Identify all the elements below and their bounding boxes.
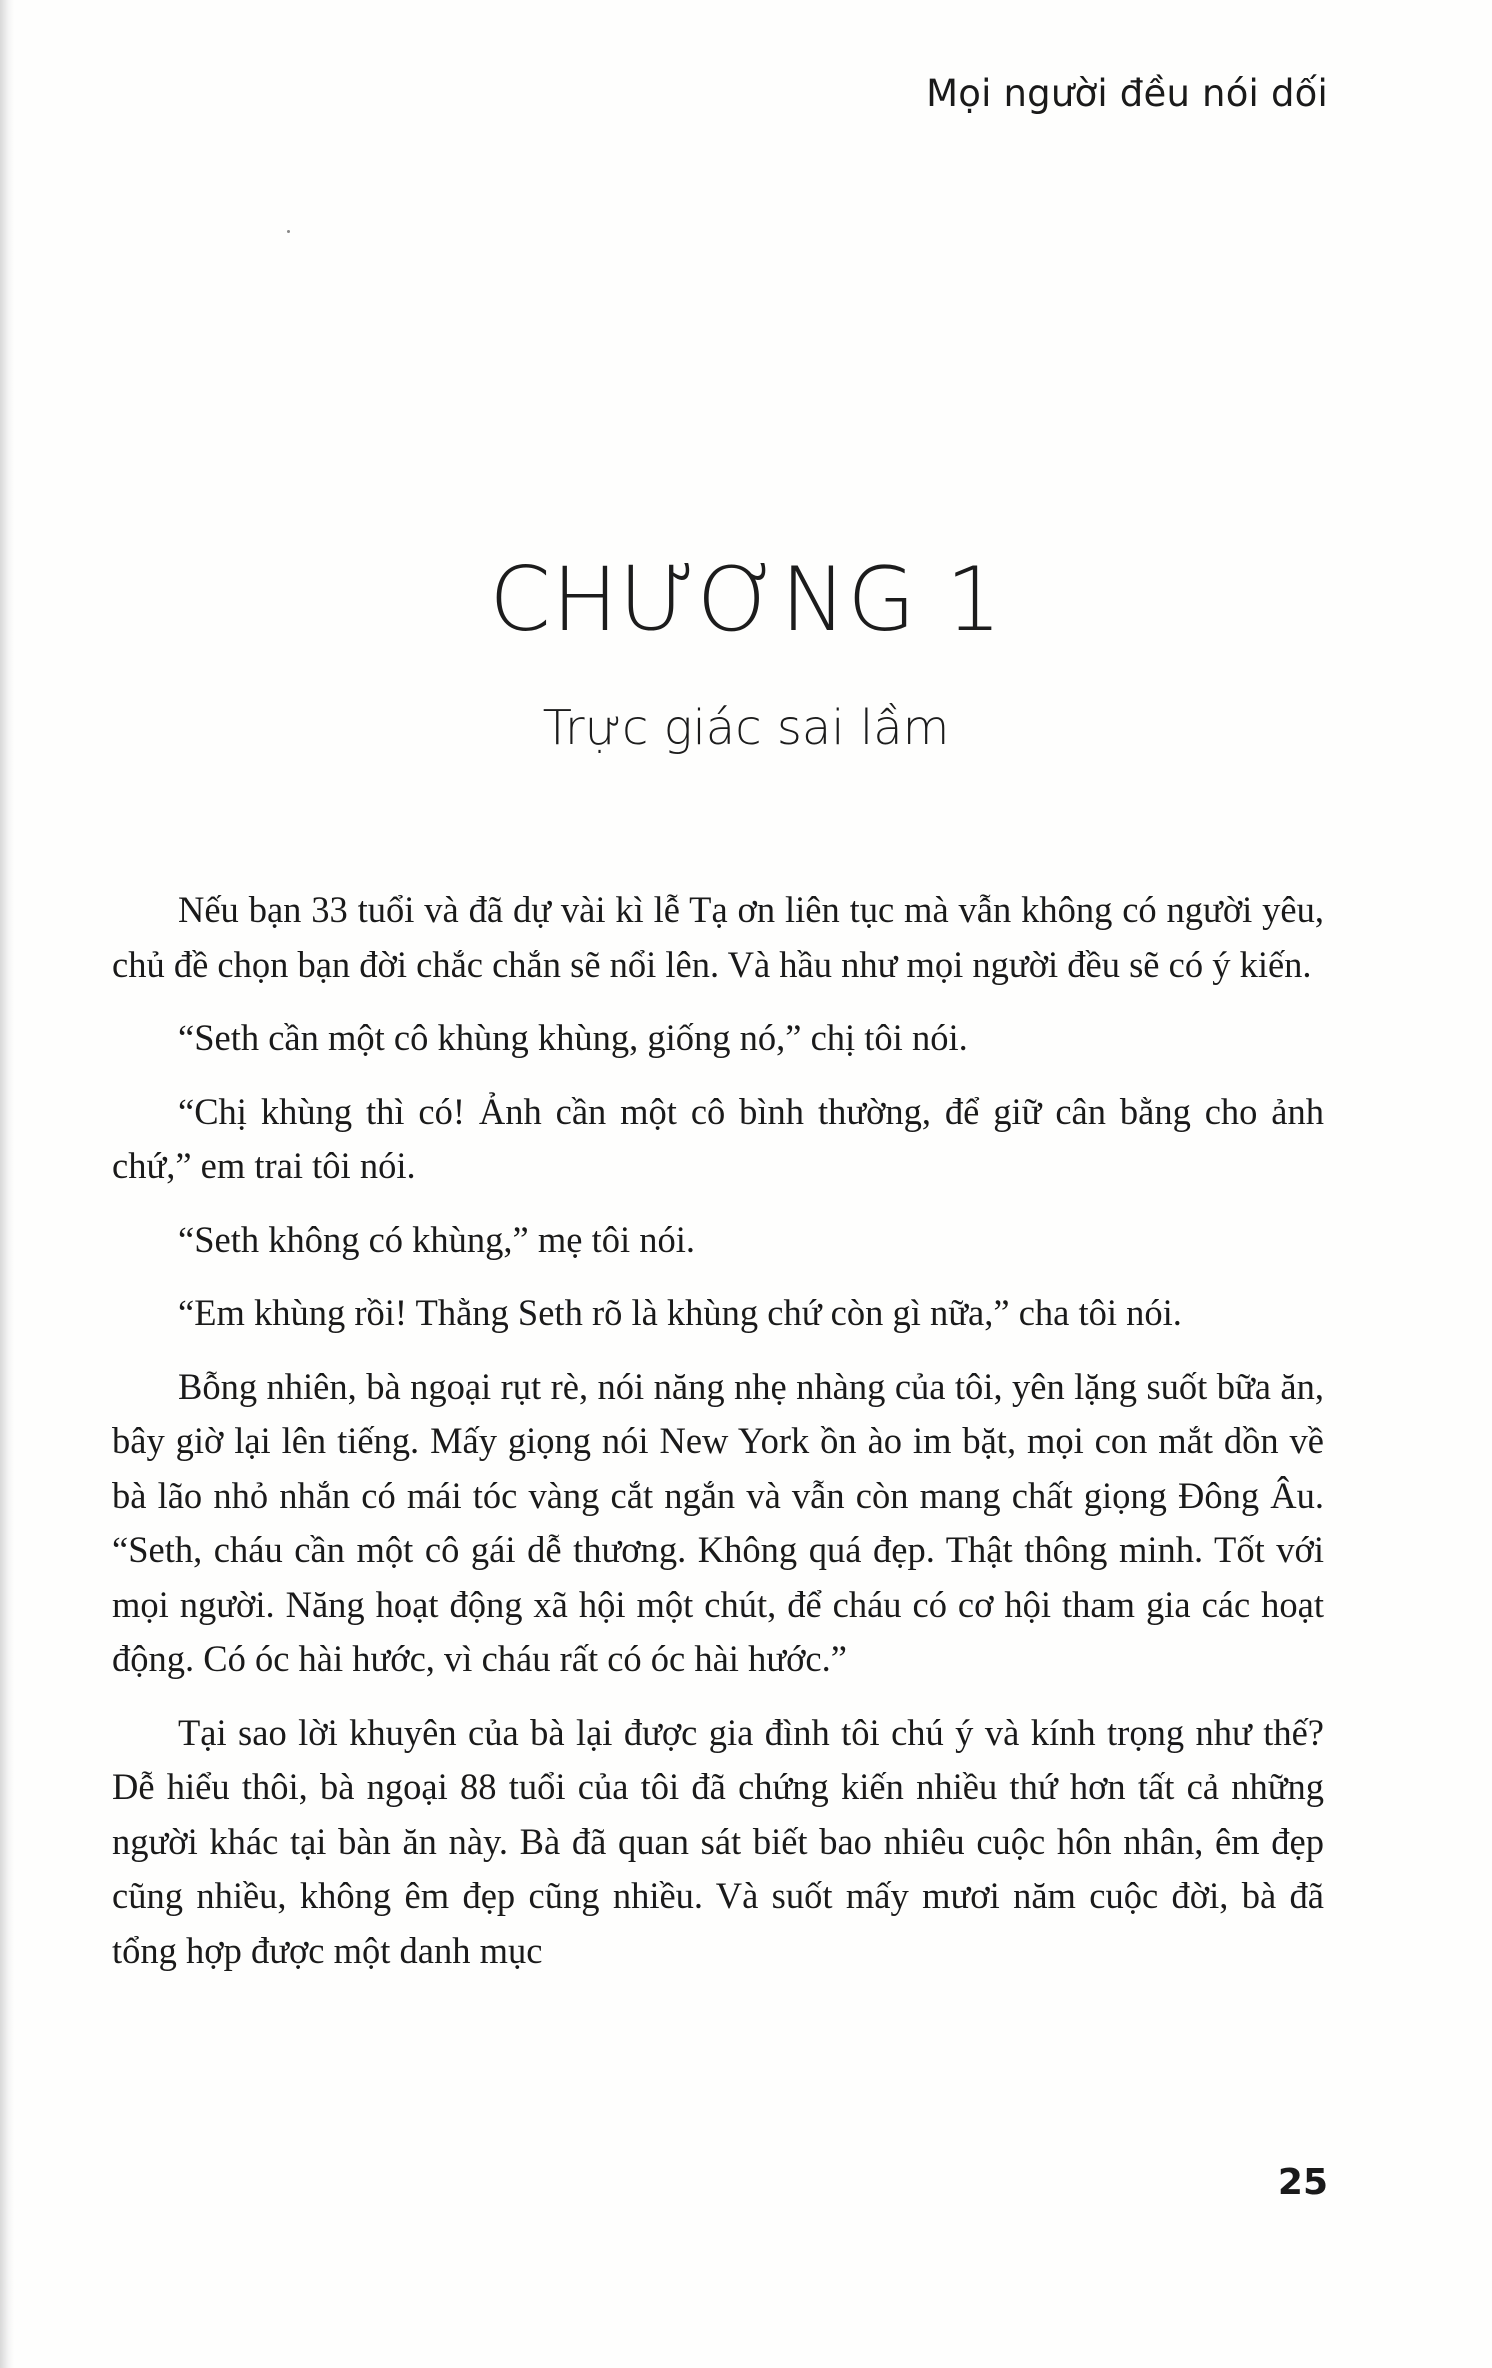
page-binding-edge xyxy=(0,0,14,2368)
paper-speck xyxy=(287,230,290,233)
paragraph: “Em khùng rồi! Thằng Seth rõ là khùng chứ còn gì nữa,” cha tôi nói. xyxy=(178,1292,1182,1333)
paragraph: Nếu bạn 33 tuổi và đã dự vài kì lễ Tạ ơn liên tục mà vẫn không có người yêu, chủ đề chọn bạn đời chắc chắn sẽ nổi lên. Và hầu như mọi người đều sẽ có ý kiến. xyxy=(112,889,1324,985)
page-number: 25 xyxy=(1277,2162,1328,2203)
paragraph: “Seth cần một cô khùng khùng, giống nó,” chị tôi nói. xyxy=(178,1017,968,1058)
body-text xyxy=(112,883,1324,1997)
paragraph: Bỗng nhiên, bà ngoại rụt rè, nói năng nhẹ nhàng của tôi, yên lặng suốt bữa ăn, bây giờ lại lên tiếng. Mấy giọng nói New York ồn ào im bặt, mọi con mắt dồn về bà lão nhỏ nhắn có mái tóc vàng cắt ngắn và vẫn còn mang chất giọng Đông Âu. “Seth, cháu cần một cô gái dễ thương. Không quá đẹp. Thật thông minh. Tốt với mọi người. Năng hoạt động xã hội một chút, để cháu có cơ hội tham gia các hoạt động. Có óc hài hước, vì cháu rất có óc hài hước.” xyxy=(112,1365,1324,1679)
running-head: Mọi người đều nói dối xyxy=(926,72,1328,115)
chapter-subtitle: Trực giác sai lầm xyxy=(542,700,950,756)
paragraph: “Seth không có khùng,” mẹ tôi nói. xyxy=(178,1218,696,1260)
paragraph: “Chị khùng thì có! Ảnh cần một cô bình thường, để giữ cân bằng cho ảnh chứ,” em trai tôi nói. xyxy=(112,1090,1324,1186)
chapter-title: CHƯƠNG 1 xyxy=(489,548,1003,651)
paragraph: Tại sao lời khuyên của bà lại được gia đình tôi chú ý và kính trọng như thế? Dễ hiểu thôi, bà ngoại 88 tuổi của tôi đã chứng kiến nhiều thứ hơn tất cả những người khác tại bàn ăn này. Bà đã quan sát biết bao nhiêu cuộc hôn nhân, êm đẹp cũng nhiều, không êm đẹp cũng nhiều. Và suốt mấy mươi năm cuộc đời, bà đã tổng hợp được một danh mục xyxy=(112,1711,1324,1971)
